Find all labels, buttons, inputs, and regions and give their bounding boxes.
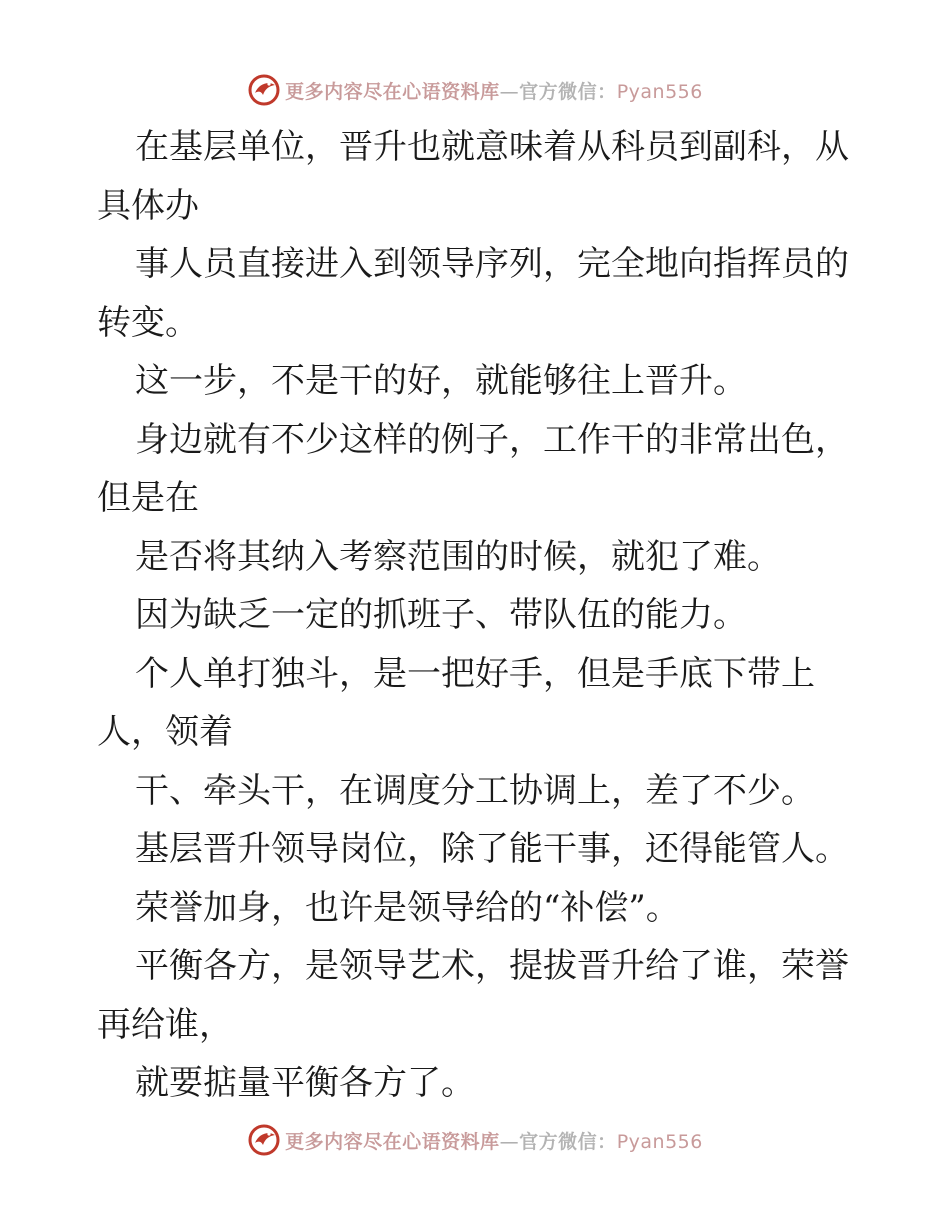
text-line: 转变。 [97, 302, 199, 343]
header-banner [0, 70, 950, 110]
text-line: 荣誉加身，也许是领导给的“补偿”。 [135, 887, 680, 928]
text-line: 是否将其纳入考察范围的时候，就犯了难。 [135, 536, 781, 577]
text-line: 事人员直接进入到领导序列，完全地向指挥员的 [135, 244, 849, 284]
text-line: 这一步，不是干的好，就能够往上晋升。 [135, 361, 747, 401]
text-line: 因为缺乏一定的抓班子、带队伍的能力。 [135, 595, 747, 635]
text-line: 再给谁， [97, 1004, 233, 1045]
header-banner-sub: 官方微信： [519, 80, 617, 103]
document-body [97, 118, 857, 1113]
header-banner-main: 更多内容尽在心语资料库 [285, 80, 500, 103]
text-line: 人，领着 [97, 712, 233, 752]
red-bird-logo-icon [247, 73, 281, 107]
footer-banner-text [285, 1127, 703, 1154]
footer-wechat-id: Pyan556 [616, 1130, 703, 1153]
footer-banner [0, 1120, 950, 1160]
footer-banner-dash: — [499, 1130, 520, 1153]
footer-banner-main: 更多内容尽在心语资料库 [285, 1130, 500, 1153]
text-line: 平衡各方，是领导艺术，提拔晋升给了谁，荣誉 [135, 946, 849, 986]
red-bird-logo-icon [247, 1123, 281, 1157]
text-line: 就要掂量平衡各方了。 [135, 1063, 475, 1103]
text-line: 具体办 [97, 185, 199, 226]
header-wechat-id: Pyan556 [616, 80, 703, 103]
header-banner-text [285, 77, 703, 104]
text-line: 在基层单位，晋升也就意味着从科员到副科，从 [135, 127, 849, 167]
footer-banner-sub: 官方微信： [519, 1130, 617, 1153]
text-line: 个人单打独斗，是一把好手，但是手底下带上 [135, 653, 815, 694]
text-line: 身边就有不少这样的例子，工作干的非常出色， [135, 419, 849, 460]
header-banner-dash: — [499, 80, 520, 103]
text-line: 但是在 [97, 478, 199, 518]
text-line: 基层晋升领导岗位，除了能干事，还得能管人。 [135, 829, 849, 869]
text-line: 干、牵头干，在调度分工协调上，差了不少。 [135, 770, 815, 811]
